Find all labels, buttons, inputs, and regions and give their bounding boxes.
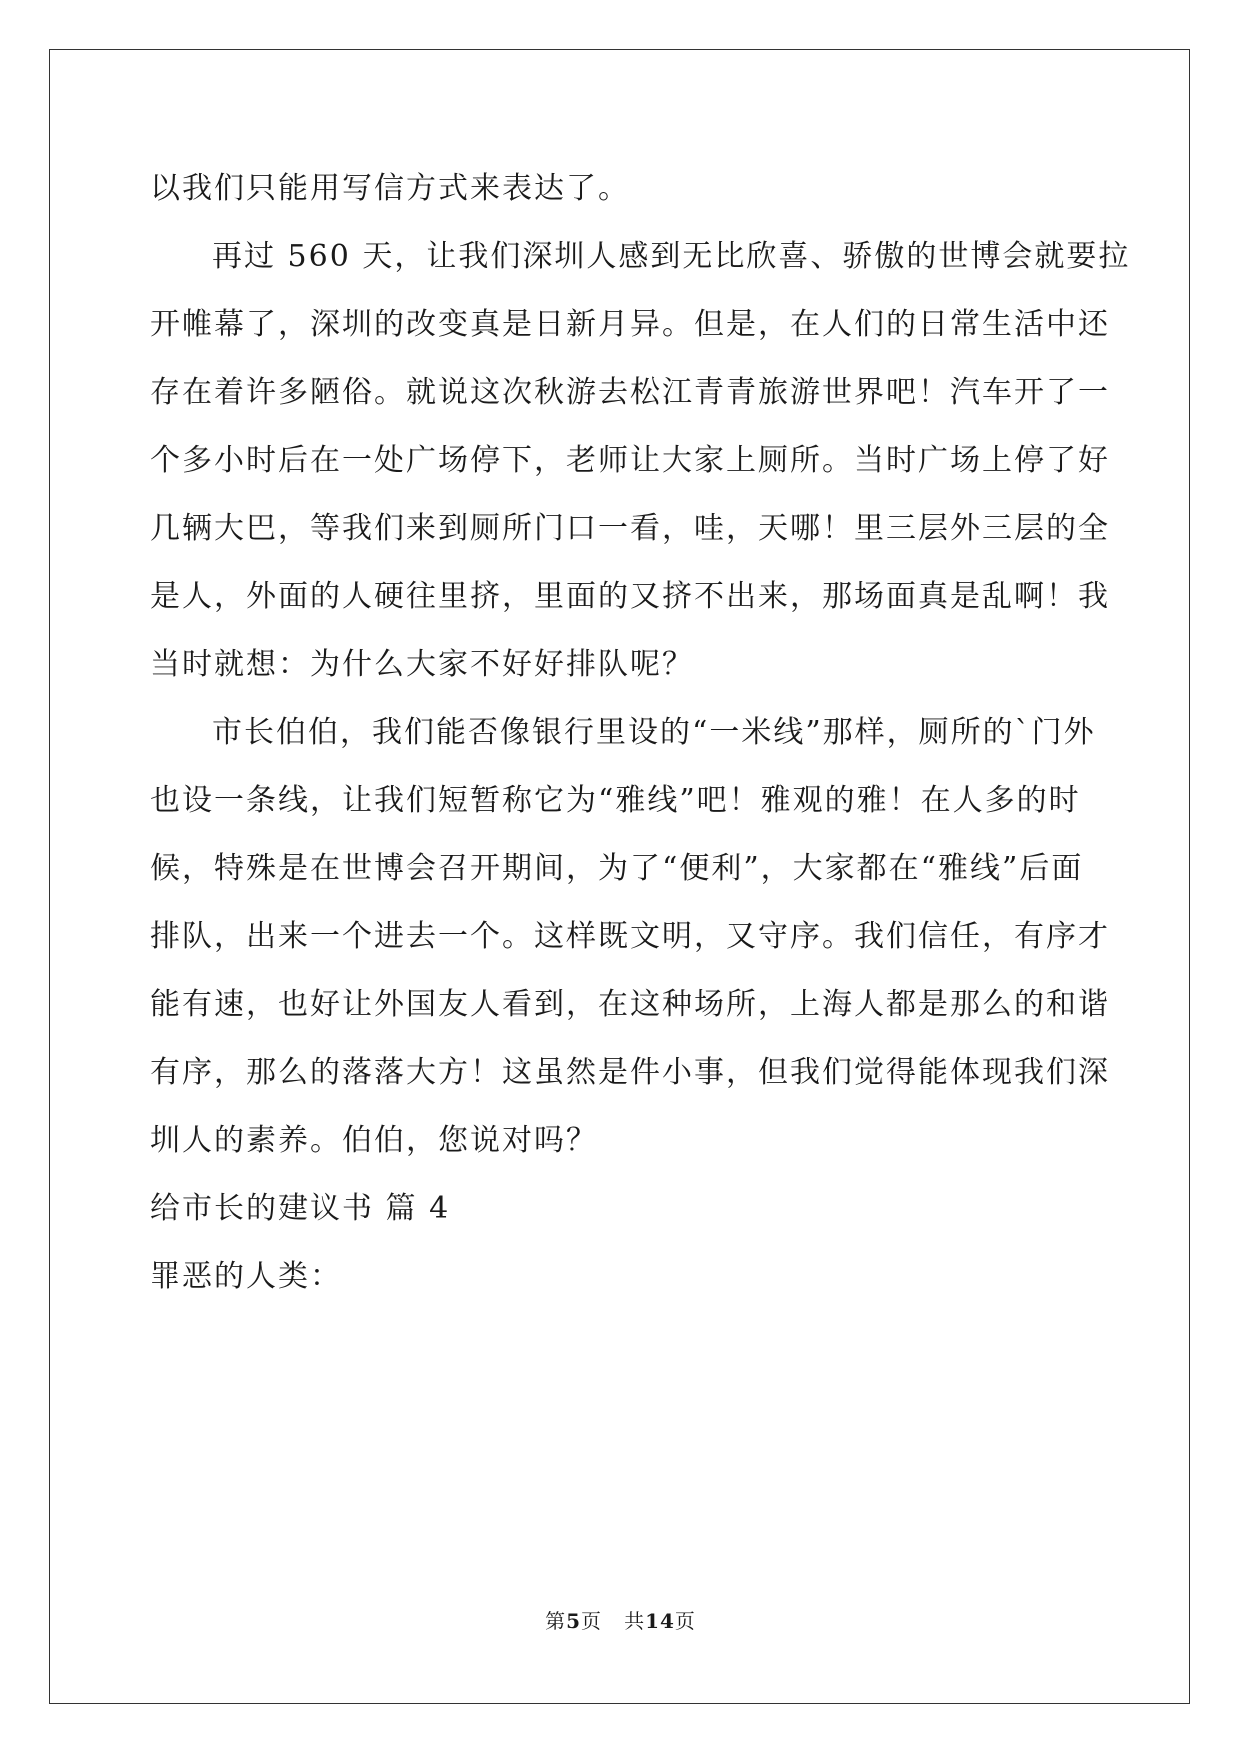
text-line: 当时就想：为什么大家不好好排队呢？: [150, 647, 694, 682]
text-line: 存在着许多陋俗。就说这次秋游去松江青青旅游世界吧！汽车开了一: [150, 375, 1110, 410]
text-line: 几辆大巴，等我们来到厕所门口一看，哇，天哪！里三层外三层的全: [150, 511, 1110, 546]
section-heading: 给市长的建议书 篇 4: [150, 1191, 451, 1226]
footer-total-prefix: 共: [624, 1609, 646, 1633]
text-line: 市长伯伯，我们能否像银行里设的“一米线”那样，厕所的`门外: [212, 715, 1096, 750]
text-line: 圳人的素养。伯伯，您说对吗？: [150, 1123, 598, 1158]
text-line: 个多小时后在一处广场停下，老师让大家上厕所。当时广场上停了好: [150, 443, 1110, 478]
footer-prefix: 第: [545, 1609, 567, 1633]
page-footer: [0, 1605, 1241, 1634]
text-line: 再过 560 天，让我们深圳人感到无比欣喜、骄傲的世博会就要拉: [212, 239, 1131, 274]
footer-page-unit: 页: [581, 1609, 602, 1633]
footer-total-unit: 页: [674, 1609, 696, 1633]
total-pages-number: 14: [645, 1609, 675, 1633]
text-line: 能有速，也好让外国友人看到，在这种场所，上海人都是那么的和谐: [150, 987, 1110, 1022]
current-page-number: 5: [566, 1609, 581, 1633]
text-line: 开帷幕了，深圳的改变真是日新月异。但是，在人们的日常生活中还: [150, 307, 1110, 342]
text-line: 以我们只能用写信方式来表达了。: [150, 171, 630, 206]
text-line: 也设一条线，让我们短暂称它为“雅线”吧！雅观的雅！在人多的时: [150, 783, 1081, 818]
text-line: 是人，外面的人硬往里挤，里面的又挤不出来，那场面真是乱啊！我: [150, 579, 1110, 614]
text-line: 有序，那么的落落大方！这虽然是件小事，但我们觉得能体现我们深: [150, 1055, 1110, 1090]
document-body: [150, 155, 1131, 1311]
text-line: 排队，出来一个进去一个。这样既文明，又守序。我们信任，有序才: [150, 919, 1110, 954]
text-line: 候，特殊是在世博会召开期间，为了“便利”，大家都在“雅线”后面: [150, 851, 1084, 886]
salutation: 罪恶的人类：: [150, 1259, 342, 1294]
